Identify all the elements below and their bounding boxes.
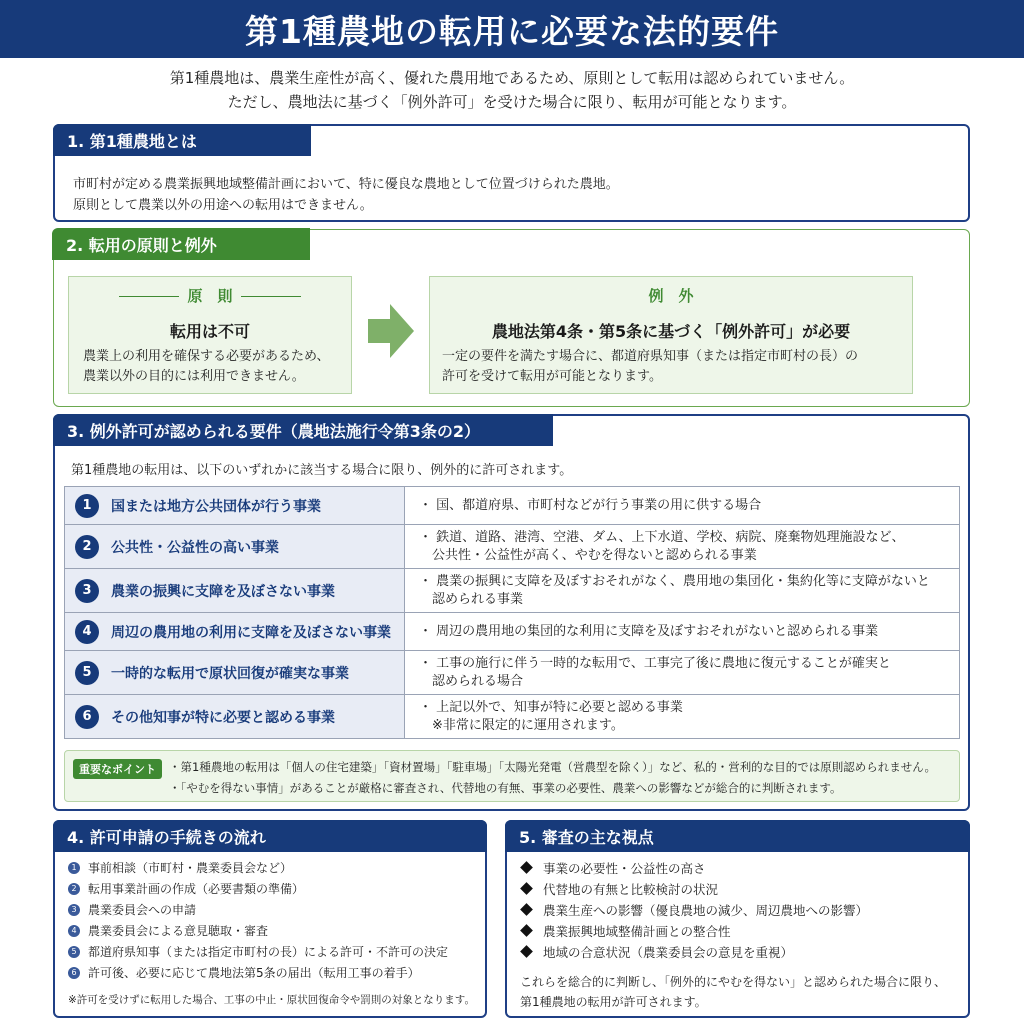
intro-line: ただし、農地法に基づく「例外許可」を受けた場合に限り、転用が可能となります。 [227,93,797,111]
table-row [65,487,960,525]
principle-desc: 農業以外の目的には利用できません。 [83,369,305,384]
row-label: 農業の振興に支障を及ぼさない事業 [111,583,335,600]
exception-desc: 一定の要件を満たす場合に、都道府県知事（または指定市町村の長）の [442,349,859,364]
penalty-note: ※許可を受けずに転用した場合、工事の中止・原状回復命令や罰則の対象となります。 [68,994,475,1006]
review-points [522,857,868,962]
row-number: 5 [75,661,99,685]
section-1-line: 市町村が定める農業振興地域整備計画において、特に優良な農地として位置づけられた農地。 [73,177,619,192]
review-item: 農業生産への影響（優良農地の減少、周辺農地への影響） [522,899,868,920]
section-4-title: 4. 許可申請の手続きの流れ [53,820,487,852]
table-row [65,569,960,613]
exception-desc: 許可を受けて転用が可能となります。 [442,369,662,384]
row-number: 6 [75,705,99,729]
row-detail: ・ 国、都道府県、市町村などが行う事業の用に供する場合 [419,497,762,513]
diamond-bullet-icon [520,882,533,895]
row-detail: ・ 農業の振興に支障を及ぼすおそれがなく、農用地の集団化・集約化等に支障がないと [419,573,930,589]
row-detail: ・ 上記以外で、知事が特に必要と認める事業 [419,699,683,715]
review-item: 地域の合意状況（農業委員会の意見を重視） [522,941,868,962]
table-row [65,651,960,695]
row-detail: ・ 工事の施行に伴う一時的な転用で、工事完了後に農地に復元することが確実と [419,655,891,671]
row-number: 4 [75,620,99,644]
row-number: 2 [75,535,99,559]
step-text: 都道府県知事（または指定市町村の長）による許可・不許可の決定 [88,945,449,959]
step-item [68,941,448,962]
row-number: 1 [75,494,99,518]
row-detail: ・ 周辺の農用地の集団的な利用に支障を及ぼすおそれがないと認められる事業 [419,623,879,639]
step-item [68,920,448,941]
diamond-bullet-icon [520,924,533,937]
principle-main: 転用は不可 [169,322,250,341]
row-label: 国または地方公共団体が行う事業 [111,498,321,515]
principle-desc: 農業上の利用を確保する必要があるため、 [83,349,330,364]
principle-heading: 原 則 [187,287,233,305]
section-1 [53,124,970,222]
page-title: 第1種農地の転用に必要な法的要件 [245,11,779,51]
row-detail: ※非常に限定的に運用されます。 [419,717,624,733]
diamond-bullet-icon [520,861,533,874]
step-text: 事前相談（市町村・農業委員会など） [88,861,293,875]
review-item: 代替地の有無と比較検討の状況 [522,878,868,899]
section-5-conclusion [520,972,946,1012]
intro-text [0,66,1024,114]
arrow-right-icon [368,304,414,358]
conclusion-line: 第1種農地の転用が許可されます。 [520,995,707,1009]
exception-box [429,276,913,394]
section-3-lead: 第1種農地の転用は、以下のいずれかに該当する場合に限り、例外的に許可されます。 [71,463,573,478]
key-point: ・第1種農地の転用は「個人の住宅建築」「資材置場」「駐車場」「太陽光発電（営農型を除く）」など、私的・営利的な目的では原則認められません。 [169,760,936,774]
title-bar [0,0,1024,58]
row-number: 3 [75,579,99,603]
principle-box [68,276,352,394]
step-item [68,857,448,878]
step-item [68,878,448,899]
diamond-bullet-icon [520,903,533,916]
key-point: ・「やむを得ない事情」があることが厳格に審査され、代替地の有無、事業の必要性、農業への影響などが総合的に判断されます。 [169,781,842,795]
review-item: 農業振興地域整備計画との整合性 [522,920,868,941]
section-1-title: 1. 第1種農地とは [53,124,311,156]
section-1-line: 原則として農業以外の用途への転用はできません。 [73,198,373,213]
row-label: 周辺の農用地の利用に支障を及ぼさない事業 [111,624,391,641]
step-number: 6 [68,967,80,979]
step-text: 農業委員会への申請 [88,903,197,917]
section-3-title: 3. 例外許可が認められる要件（農地法施行令第3条の2） [53,414,553,446]
procedure-steps [68,857,448,983]
step-number: 1 [68,862,80,874]
table-row [65,525,960,569]
row-detail: ・ 鉄道、道路、港湾、空港、ダム、上下水道、学校、病院、廃棄物処理施設など、 [419,529,905,545]
step-number: 4 [68,925,80,937]
row-detail: 認められる事業 [419,591,524,607]
step-number: 2 [68,883,80,895]
table-row [65,613,960,651]
step-item [68,962,448,983]
step-number: 3 [68,904,80,916]
row-label: その他知事が特に必要と認める事業 [111,709,335,726]
key-points-badge: 重要なポイント [73,759,162,779]
row-detail: 認められる場合 [419,673,524,689]
step-text: 転用事業計画の作成（必要書類の準備） [88,882,305,896]
row-label: 公共性・公益性の高い事業 [111,539,279,556]
conclusion-line: これらを総合的に判断し、「例外的にやむを得ない」と認められた場合に限り、 [520,975,947,989]
review-item: 事業の必要性・公益性の高さ [522,857,868,878]
key-points-box [64,750,960,802]
step-item [68,899,448,920]
section-2-title: 2. 転用の原則と例外 [52,228,310,260]
intro-line: 第1種農地は、農業生産性が高く、優れた農用地であるため、原則として転用は認められていません。 [169,69,855,87]
table-row [65,695,960,739]
diamond-bullet-icon [520,945,533,958]
row-detail: 公共性・公益性が高く、やむを得ないと認められる事業 [419,547,757,563]
step-text: 農業委員会による意見聴取・審査 [88,924,269,938]
step-text: 許可後、必要に応じて農地法第5条の届出（転用工事の着手） [88,966,420,980]
step-number: 5 [68,946,80,958]
section-5-title: 5. 審査の主な視点 [505,820,970,852]
exception-heading: 例 外 [648,287,694,305]
section-2 [53,229,970,407]
requirements-table [64,486,960,739]
exception-main: 農地法第4条・第5条に基づく「例外許可」が必要 [491,322,851,341]
row-label: 一時的な転用で原状回復が確実な事業 [111,665,349,682]
